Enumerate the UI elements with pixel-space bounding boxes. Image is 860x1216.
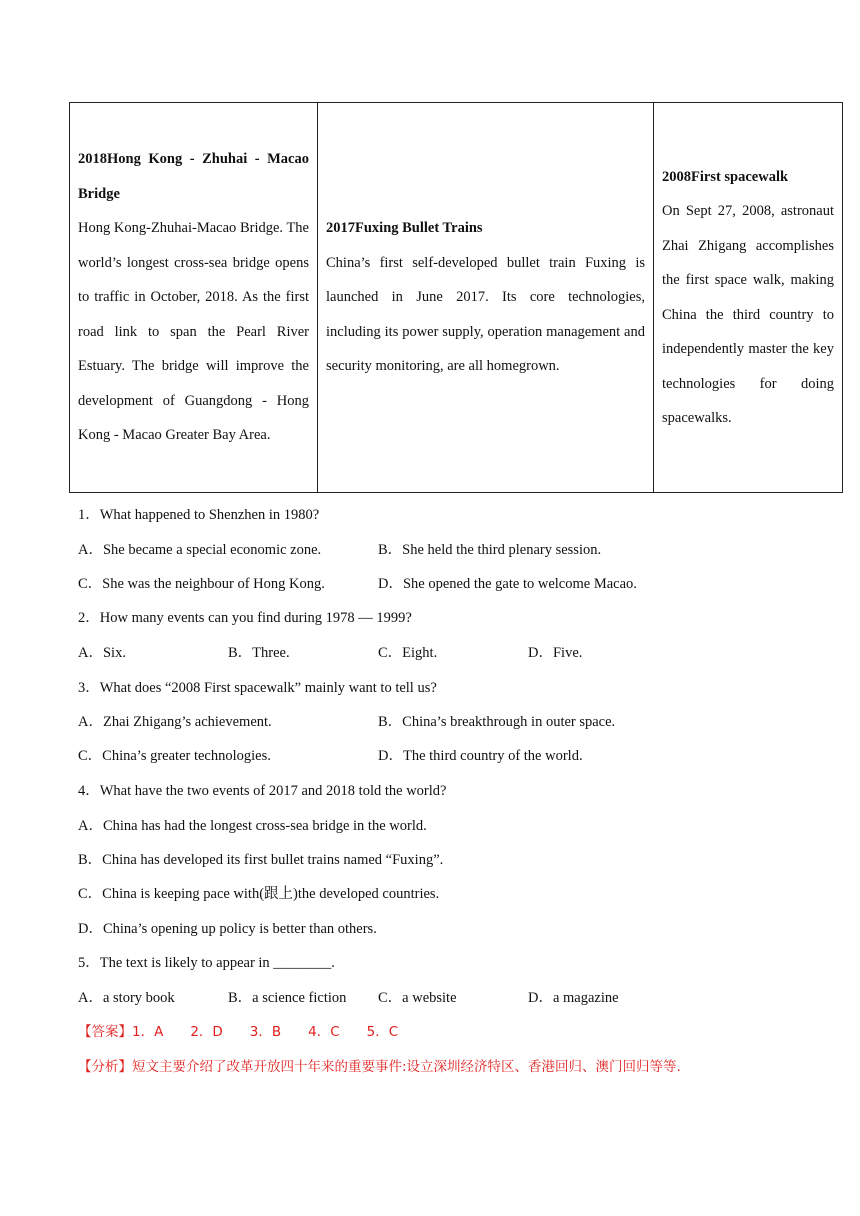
event-title: 2008First spacewalk bbox=[662, 168, 789, 185]
q5-option-b: B．a science fiction bbox=[228, 990, 347, 1006]
event-description: China’s first self-developed bullet train Fuxing is launched in June 2017. Its core technologies, including its power supply, operation management and security monitoring, are all homegrown. bbox=[326, 254, 645, 375]
q4-option-a: A．China has had the longest cross-sea bridge in the world. bbox=[78, 818, 427, 834]
event-cell-2017 bbox=[318, 103, 654, 493]
q1-option-b: B．She held the third plenary session. bbox=[378, 542, 602, 558]
event-description: Hong Kong-Zhuhai-Macao Bridge. The world’s longest cross-sea bridge opens to traffic in October, 2018. As the first road link to span the Pearl River Estuary. The bridge will improve the development of Guangdong - Hong Kong - Macao Greater Bay Area. bbox=[78, 220, 309, 444]
q4-option-b: B．China has developed its first bullet trains named “Fuxing”. bbox=[78, 852, 444, 868]
question-1-stem: 1．What happened to Shenzhen in 1980? bbox=[78, 507, 320, 523]
q5-option-c: C．a website bbox=[378, 990, 457, 1006]
event-title: 2017Fuxing Bullet Trains bbox=[326, 220, 483, 237]
table-row bbox=[70, 103, 843, 493]
q1-option-c: C．She was the neighbour of Hong Kong. bbox=[78, 576, 325, 592]
question-5-stem: 5．The text is likely to appear in ________. bbox=[78, 955, 335, 971]
q1-option-d: D．She opened the gate to welcome Macao. bbox=[378, 576, 637, 592]
event-cell-2018 bbox=[70, 103, 318, 493]
q3-option-b: B．China’s breakthrough in outer space. bbox=[378, 714, 616, 730]
event-title: 2018Hong Kong - Zhuhai - Macao Bridge bbox=[78, 151, 309, 202]
question-2-stem: 2．How many events can you find during 1978 — 1999? bbox=[78, 610, 412, 626]
q1-option-a: A．She became a special economic zone. bbox=[78, 542, 322, 558]
event-cell-2008 bbox=[654, 103, 843, 493]
q2-option-d: D．Five. bbox=[528, 645, 583, 661]
events-table bbox=[69, 102, 843, 493]
q2-option-a: A．Six. bbox=[78, 645, 126, 661]
q5-option-a: A．a story book bbox=[78, 990, 175, 1006]
question-4-stem: 4．What have the two events of 2017 and 2018 told the world? bbox=[78, 783, 447, 799]
q2-option-b: B．Three. bbox=[228, 645, 290, 661]
q3-option-c: C．China’s greater technologies. bbox=[78, 748, 271, 764]
answer-key: 【答案】1．A 2．D 3．B 4．C 5．C bbox=[78, 1024, 399, 1040]
q2-option-c: C．Eight. bbox=[378, 645, 438, 661]
question-3-stem: 3．What does “2008 First spacewalk” mainly want to tell us? bbox=[78, 680, 437, 696]
analysis-text: 【分析】短文主要介绍了改革开放四十年来的重要事件:设立深圳经济特区、香港回归、澳门回归等等. bbox=[78, 1059, 681, 1075]
event-description: On Sept 27, 2008, astronaut Zhai Zhigang accomplishes the first space walk, making China the third country to independently master the key technologies for doing spacewalks. bbox=[662, 203, 834, 426]
q5-option-d: D．a magazine bbox=[528, 990, 619, 1006]
q3-option-d: D．The third country of the world. bbox=[378, 748, 583, 764]
q3-option-a: A．Zhai Zhigang’s achievement. bbox=[78, 714, 272, 730]
q4-option-d: D．China’s opening up policy is better than others. bbox=[78, 921, 377, 937]
q4-option-c: C．China is keeping pace with(跟上)the developed countries. bbox=[78, 886, 440, 902]
